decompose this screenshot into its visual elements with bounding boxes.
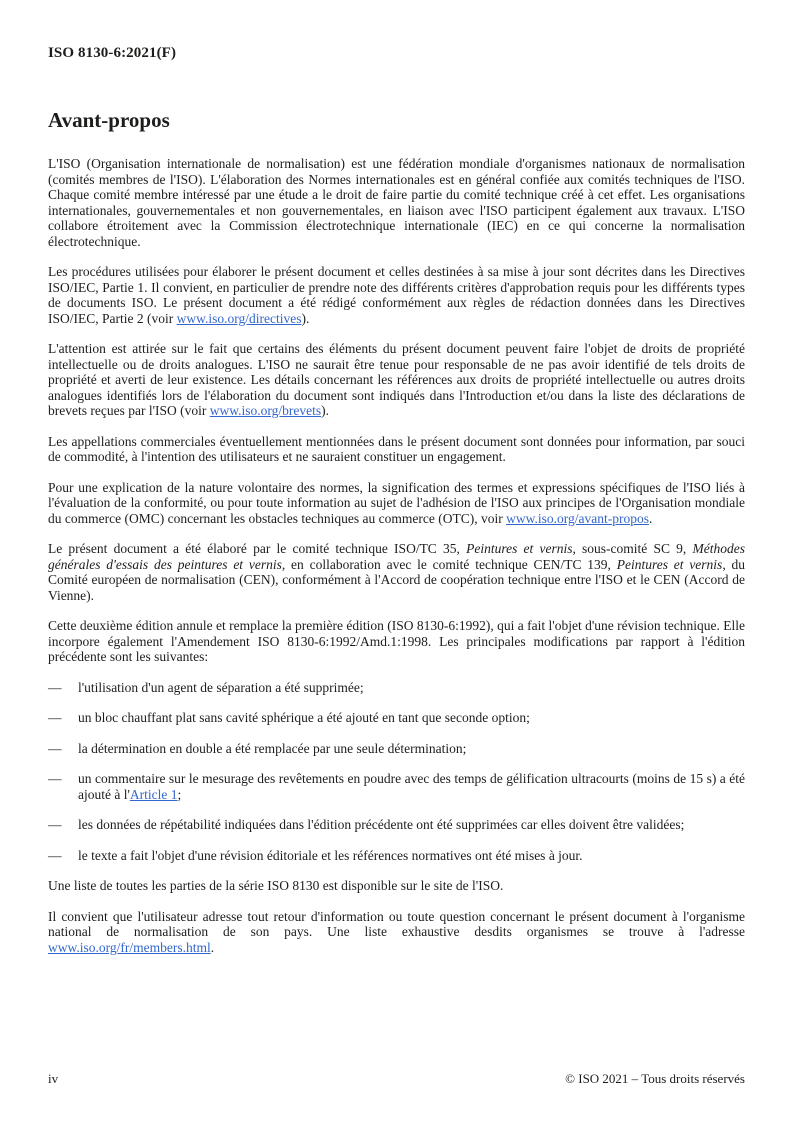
hyperlink[interactable]: www.iso.org/avant-propos (506, 510, 649, 526)
text-run: Le présent document a été élaboré par le comité technique ISO/TC 35, (48, 541, 467, 556)
text-run: , en collaboration avec le comité technique CEN/TC 139, (281, 556, 617, 572)
paragraph (48, 909, 745, 956)
text-run: les données de répétabilité indiquées dans l'édition précédente ont été supprimées car elles doivent être validées; (78, 817, 685, 832)
paragraph (48, 434, 745, 465)
list-item-text (78, 771, 745, 802)
text-run: . (648, 510, 653, 526)
list-item (48, 848, 745, 864)
list-item-text (78, 680, 745, 696)
list-item-text (78, 741, 745, 757)
text-run: L'attention est attirée sur le fait que certains des éléments du présent document peuvent faire l'objet de droits de propriété intellectuelle ou de droits analogues. L'ISO ne saurait être tenue pour responsable de ne pas avoir identifié de tels droits de propriété et averti de leur existence. Les détails concernant les références aux droits de propriété intellectuelle ou autres droits analogues identifiés lors de l'élaboration du document sont indiqués dans l'Introduction et/ou dans la liste des déclarations de brevets reçues par l'ISO (voir (48, 341, 745, 418)
text-run: l'utilisation d'un agent de séparation a été supprimée; (78, 679, 364, 695)
list-item (48, 817, 745, 833)
page-number: iv (48, 1071, 59, 1086)
text-run: le texte a fait l'objet d'une révision éditoriale et les références normatives ont été mises à jour. (78, 847, 583, 863)
text-run: un commentaire sur le mesurage des revêtements en poudre avec des temps de gélification ultracourts (moins de 15 s) a été ajouté à l' (78, 771, 745, 802)
list-item (48, 680, 745, 696)
text-run: , sous-comité SC 9, (572, 541, 693, 556)
list-item-text (78, 817, 745, 833)
hyperlink[interactable]: www.iso.org/directives (176, 310, 302, 326)
text-run: Une liste de toutes les parties de la série ISO 8130 est disponible sur le site de l'ISO. (48, 878, 504, 893)
italic-text: Peintures et vernis (466, 541, 573, 556)
italic-text: Méthodes générales d'essais des peintures et vernis (48, 541, 745, 572)
paragraph (48, 618, 745, 665)
paragraph (48, 264, 745, 326)
hyperlink[interactable]: www.iso.org/fr/members.html (48, 939, 211, 955)
text-run: Pour une explication de la nature volontaire des normes, la signification des termes et expressions spécifiques de l'ISO liés à l'évaluation de la conformité, ou pour toute information au sujet de l'adhésion de l'ISO aux principes de l'Organisation mondiale du commerce (OMC) concernant les obstacles techniques au commerce (OTC), voir (48, 479, 745, 526)
paragraph (48, 156, 745, 249)
text-run: L'ISO (Organisation internationale de normalisation) est une fédération mondiale d'organismes nationaux de normalisation (comités membres de l'ISO). L'élaboration des Normes internationales est en général confiée aux comités techniques de l'ISO. Chaque comité membre intéressé par une étude a le droit de faire partie du comité technique créé à cet effet. Les organisations internationales, gouvernementales et non gouvernementales, en liaison avec l'ISO participent également aux travaux. L'ISO collabore étroitement avec la Commission électrotechnique internationale (IEC) en ce qui concerne la normalisation électrotechnique. (48, 156, 745, 249)
list-item (48, 771, 745, 802)
text-run: ). (301, 310, 310, 326)
page-title: Avant-propos (48, 108, 170, 132)
list-item (48, 710, 745, 726)
text-run: Cette deuxième édition annule et remplace la première édition (ISO 8130-6:1992), qui a fait l'objet d'une révision technique. Elle incorpore également l'Amendement ISO 8130-6:1992/Amd.1:1998. Les principales modifications par rapport à l'édition précédente sont les suivantes: (48, 618, 745, 664)
list-item-text (78, 710, 745, 726)
list-item (48, 741, 745, 757)
list-dash: — (48, 847, 62, 863)
paragraph (48, 878, 745, 894)
list-dash: — (48, 771, 62, 786)
text-run: , du Comité européen de normalisation (CEN), conformément à l'Accord de coopération technique entre l'ISO et le CEN (Accord de Vienne). (48, 556, 745, 603)
copyright-notice: © ISO 2021 – Tous droits réservés (565, 1071, 745, 1086)
hyperlink[interactable]: Article 1 (129, 786, 178, 802)
text-run: . (210, 939, 215, 955)
text-run: ). (321, 403, 329, 418)
list-dash: — (48, 679, 62, 695)
text-run: Les procédures utilisées pour élaborer le présent document et celles destinées à sa mise à jour sont décrites dans les Directives ISO/IEC, Partie 1. Il convient, en particulier de prendre note des différents critères d'approbation requis pour les différents types de documents ISO. Le présent document a été rédigé conformément aux règles de rédaction données dans les Directives ISO/IEC, Partie 2 (voir (48, 264, 745, 326)
foreword-content (48, 156, 745, 970)
paragraph (48, 341, 745, 419)
paragraph (48, 541, 745, 603)
text-run: un bloc chauffant plat sans cavité sphérique a été ajouté en tant que seconde option; (78, 710, 530, 725)
document-reference: ISO 8130-6:2021(F) (48, 45, 177, 61)
text-run: ; (177, 786, 182, 802)
italic-text: Peintures et vernis (616, 556, 723, 572)
list-item-text (78, 848, 745, 864)
list-dash: — (48, 710, 62, 725)
list-dash: — (48, 740, 62, 756)
page-footer (48, 1071, 745, 1087)
text-run: Les appellations commerciales éventuellement mentionnées dans le présent document sont données pour information, par souci de commodité, à l'intention des utilisateurs et ne sauraient constituer un engagement. (48, 433, 745, 464)
list-dash: — (48, 817, 62, 832)
hyperlink[interactable]: www.iso.org/brevets (209, 403, 322, 418)
paragraph (48, 480, 745, 527)
text-run: Il convient que l'utilisateur adresse tout retour d'information ou toute question concernant le présent document à l'organisme national de normalisation de son pays. Une liste exhaustive desdits organismes se trouve à l'adresse (48, 908, 745, 939)
text-run: la détermination en double a été remplacée par une seule détermination; (78, 740, 467, 756)
